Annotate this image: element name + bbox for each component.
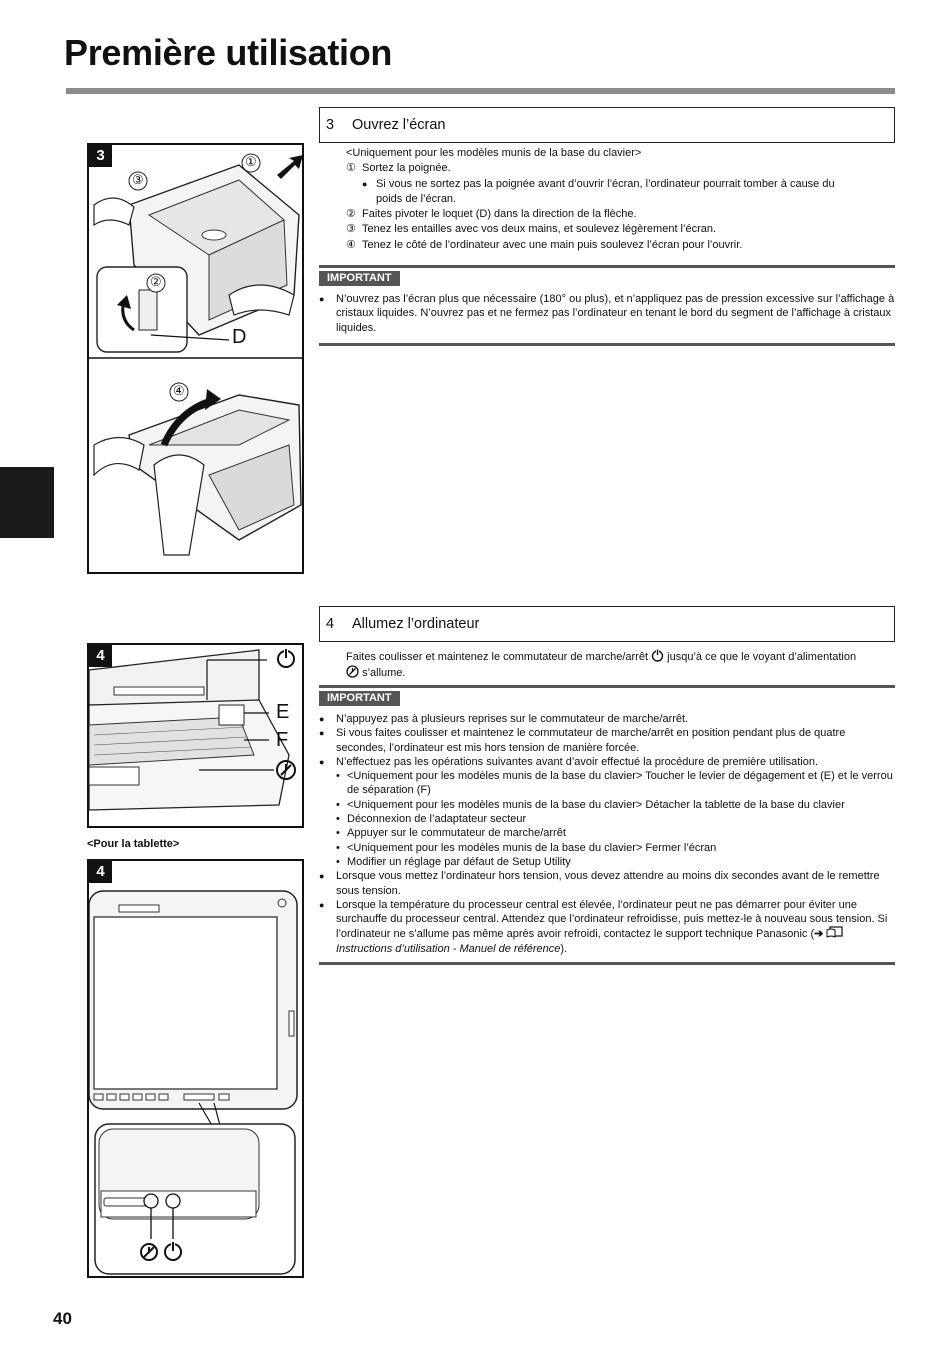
figure-open-screen (87, 143, 304, 574)
step-4-sub-item-4: • Appuyer sur le commutateur de marche/arrêt (319, 826, 895, 840)
callout-d: D (232, 326, 247, 348)
step-3-item-1: Sortez la poignée. (362, 162, 451, 175)
step-3-item-note-cont: poids de l’écran. (376, 192, 457, 205)
keyboard-illustration (89, 645, 304, 828)
step-4-important-item-4: ● Lorsque vous mettez l’ordinateur hors tension, vous devez attendre au moins dix secondes avant de le remettre sous tension. (319, 869, 895, 898)
step-4-sub-item-6: • Modifier un réglage par défaut de Setup Utility (319, 855, 895, 869)
step-4-number: 4 (326, 616, 335, 632)
step-3-title: Ouvrez l’écran (352, 117, 446, 133)
step-4-intro-b: jusqu’à ce que le voyant d’alimentation (667, 651, 857, 663)
figure-number: 3 (89, 145, 112, 167)
step-4-sub-item-1: • <Uniquement pour les modèles munis de la base du clavier> Toucher le levier de dégagement et (E) et le verrou de séparation (F) (319, 769, 895, 798)
callout-e: E (276, 701, 290, 723)
step-4-important-item-2: ● Si vous faites coulisser et maintenez le commutateur de marche/arrêt en position pendant plus de quatre secondes, l’ordinateur est mis hors tension de manière forcée. (319, 726, 895, 755)
step-4-sub-item-3: • Déconnexion de l’adaptateur secteur (319, 812, 895, 826)
page-title: Première utilisation (64, 32, 393, 73)
callout-2: ② (150, 274, 162, 289)
power-indicator-icon (346, 665, 359, 678)
title-divider (66, 88, 895, 94)
step-3-item-2: Faites pivoter le loquet (D) dans la direction de la flèche. (362, 208, 637, 221)
step-4-sub-item-2: • <Uniquement pour les modèles munis de la base du clavier> Détacher la tablette de la base du clavier (319, 798, 895, 812)
manual-reference[interactable]: Instructions d’utilisation - Manuel de référence (336, 942, 561, 955)
step-3-intro: <Uniquement pour les modèles munis de la base du clavier> (346, 147, 642, 159)
tablet-illustration (89, 861, 304, 1278)
callout-3: ③ (132, 172, 144, 187)
step-4-important-item-3: ● N’effectuez pas les opérations suivantes avant d’avoir effectué la procédure de première utilisation. (319, 755, 895, 769)
power-icon (651, 649, 664, 662)
step-4-intro-a: Faites coulisser et maintenez le commutateur de marche/arrêt (346, 651, 649, 663)
step-4-title: Allumez l’ordinateur (352, 616, 480, 632)
step-3-body (346, 146, 894, 253)
step-4-important-item-5: ● Lorsque la température du processeur central est élevée, l’ordinateur peut ne pas démarrer pour éviter une surchauffe du processeur central. Attendez que l’ordinateur refroidisse, puis mettez-le à nouveau sous tension. Si l’ordinateur ne s’allume pas même après avoir refroidi, contactez le support technique Panasonic (➔ Instructions d’utilisation - Manuel de référence). (319, 898, 895, 956)
step-3-item-3: Tenez les entailles avec vos deux mains, et soulevez légèrement l’écran. (362, 223, 717, 236)
step-4-sub-item-5: • <Uniquement pour les modèles munis de la base du clavier> Fermer l’écran (319, 841, 895, 855)
chapter-side-tab (0, 467, 54, 538)
important-label: IMPORTANT (319, 691, 400, 706)
step-3-item-note: Si vous ne sortez pas la poignée avant d’ouvrir l’écran, l’ordinateur pourrait tomber à cause du (376, 177, 835, 190)
step-4-important-item-1: ● N’appuyez pas à plusieurs reprises sur le commutateur de marche/arrêt. (319, 712, 895, 726)
callout-1: ① (245, 154, 257, 169)
manual-icon (826, 926, 844, 938)
figure-number: 4 (89, 645, 112, 667)
step-4-header (319, 606, 895, 642)
callout-f: F (276, 729, 289, 751)
step-3-marker-1: ① (346, 162, 356, 175)
step-3-marker-3: ③ (346, 223, 356, 236)
page-number: 40 (53, 1309, 72, 1328)
step-3-marker-2: ② (346, 208, 356, 221)
tablet-caption: <Pour la tablette> (87, 838, 180, 850)
step-3-number: 3 (326, 117, 335, 133)
step-3-important-item: ● N’ouvrez pas l’écran plus que nécessaire (180° ou plus), et n’appliquez pas de pression excessive sur l’affichage à cristaux liquides. N’ouvrez pas et ne fermez pas l’ordinateur en tenant le bord du segment de l’affichage à cristaux liquides. (319, 292, 895, 335)
figure-power-on-keyboard (87, 643, 304, 828)
arrow-right-icon: ➔ (814, 928, 827, 941)
step-3-bullet-dot: ● (362, 178, 368, 189)
step-3-header (319, 107, 895, 143)
step-3-marker-4: ④ (346, 238, 356, 251)
power-icon (278, 648, 294, 667)
step-3-item-4: Tenez le côté de l’ordinateur avec une main puis soulevez l’écran pour l’ouvrir. (362, 238, 743, 251)
open-screen-illustration (89, 145, 304, 574)
step-4-intro (346, 649, 895, 682)
figure-number: 4 (89, 861, 112, 883)
step-3-important (319, 265, 895, 346)
callout-4: ④ (173, 383, 185, 398)
important-label: IMPORTANT (319, 271, 400, 286)
figure-power-on-tablet (87, 859, 304, 1278)
step-4-intro-c: s’allume. (362, 667, 406, 680)
step-4-important (319, 685, 895, 965)
